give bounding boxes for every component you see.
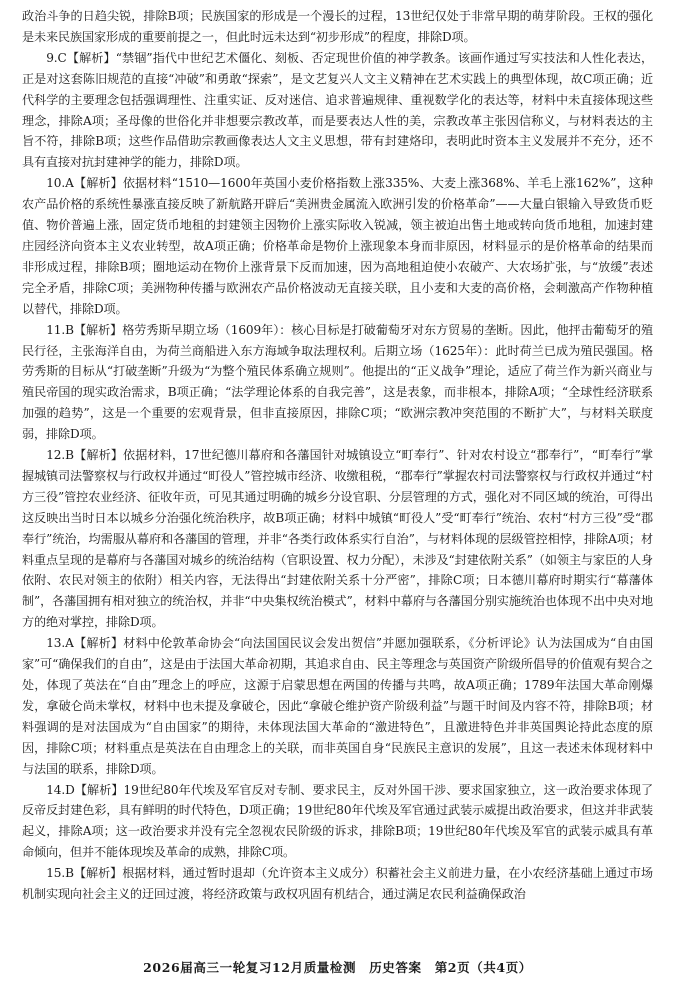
answer-12-paragraph: 12.B【解析】依据材料，17世纪德川幕府和各藩国针对城镇设立“町奉行”、针对农村设立“郡奉行”，“町奉行”掌握城镇司法警察权与行政权并通过“町役人”管控城市经济、收缴租税，“郡奉行”掌握农村司法警察权与行政权并通过“村方三役”管控农业经济、征收年贡，可见其通过明确的城乡分设官职、分层管理的方式，强化对不同区域的统治，可得出这反映出当时日本以城乡分治强化统治秩序，故B项正确；材料中城镇“町役人”受“町奉行”统治、农村“村方三役”受“郡奉行”统治，均需服从幕府和各藩国的管理，并非“各类行政体系实行自治”，与材料体现的层级管控相悖，排除A项；材料重点呈现的是幕府与各藩国对城乡的统治结构（官职设置、权力分配），未涉及“封建依附关系”（如领主与家臣的人身依附、农民对领主的依附）相关内容，无法得出“封建依附关系十分严密”，排除C项；日本德川幕府时期实行“幕藩体制”，各藩国拥有相对独立的统治权，并非“中央集权统治模式”，材料中幕府与各藩国分别实施统治也体现不出中央对地方的绝对掌控，排除D项。: [22, 448, 653, 630]
page-footer: 2026届高三一轮复习12月质量检测 历史答案 第2页（共4页）: [143, 960, 532, 975]
answer-15-paragraph: 15.B【解析】根据材料，通过暂时退却（允许资本主义成分）积蓄社会主义前进力量，在小农经济基础上通过市场机制实现向社会主义的迂回过渡，将经济政策与政权巩固有机结合，通过满足农民利益确保政治: [22, 866, 653, 902]
answer-11-paragraph: 11.B【解析】格劳秀斯早期立场（1609年）：核心目标是打破葡萄牙对东方贸易的垄断。因此，他抨击葡萄牙的殖民行径，主张海洋自由，为荷兰商船进入东方海域争取法理权利。后期立场（1625年）：此时荷兰已成为殖民强国。格劳秀斯的目标从“打破垄断”升级为“为整个殖民体系确立规则”。他提出的“正义战争”理论，适应了荷兰作为新兴商业与殖民帝国的现实政治需求，B项正确；“法学理论体系的自我完善”，这是表象，而非根本，排除A项；“全球性经济联系加强的趋势”，这是一个重要的宏观背景，但非直接原因，排除C项；“欧洲宗教冲突范围的不断扩大”，与材料关联度弱，排除D项。: [22, 322, 653, 442]
answer-9-paragraph: 9.C【解析】“禁锢”指代中世纪艺术僵化、刻板、否定现世价值的神学教条。该画作通过写实技法和人性化表达，正是对这套陈旧规范的直接“冲破”和勇敢“探索”，是文艺复兴人文主义精神在艺术实践上的典型体现，故C项正确；近代科学的主要理念包括强调理性、注重实证、反对迷信、追求普遍规律、重视数学化的表达等，材料中未直接体现这些理念，排除A项；圣母像的世俗化并非想要宗教改革，而是要表达人性的美，宗教改革主张因信称义，与材料表达的主旨不符，排除B项；这些作品借助宗教画像表达人文主义思想，带有封建烙印，表明此时资本主义发展并不充分，还不具有直接对抗封建神学的能力，排除D项。: [22, 50, 653, 170]
answer-14-paragraph: 14.D【解析】19世纪80年代埃及军官反对专制、要求民主，反对外国干涉、要求国家独立，这一政治要求体现了反帝反封建色彩，具有鲜明的时代特色，D项正确；19世纪80年代埃及军官通过武装示威提出政治要求，但这并非武装起义，排除A项；这一政治要求并没有完全忽视农民阶级的诉求，排除B项；19世纪80年代埃及军官的武装示威具有革命倾向，但并不能体现埃及革命的成熟，排除C项。: [22, 782, 653, 860]
paragraph-continuation: 政治斗争的日趋尖锐，排除B项；民族国家的形成是一个漫长的过程，13世纪仅处于非常早期的萌芽阶段。王权的强化是未来民族国家形成的重要前提之一，但此时远未达到“初步形成”的程度，排除D项。: [22, 9, 653, 44]
answer-10-paragraph: 10.A【解析】依据材料“1510—1600年英国小麦价格指数上涨335%、大麦上涨368%、羊毛上涨162%”，这种农产品价格的系统性暴涨直接反映了新航路开辟后“美洲贵金属流入欧洲引发的价格革命”——大量白银输入导致货币贬值、物价普遍上涨，固定货币地租的封建领主因物价上涨实际收入锐减，领主被迫出售土地或转向货币地租，加速封建庄园经济向资本主义农业转型，故A项正确；价格革命是物价上涨现象本身而非原因，材料显示的是价格革命的结果而非形成过程，排除B项；圈地运动在物价上涨背景下反而加速，因为高地租迫使小农破产、大农场扩张，与“放缓”表述完全矛盾，排除C项；美洲物种传播与欧洲农产品价格波动无直接关联，且小麦和大麦的高价格，会刺激高产作物种植以替代，排除D项。: [22, 176, 653, 316]
answer-13-paragraph: 13.A【解析】材料中伦敦革命协会“向法国国民议会发出贺信”并愿加强联系，《分析评论》认为法国成为“自由国家”可“确保我们的自由”，这是由于法国大革命初期，其追求自由、民主等理念与英国资产阶级所倡导的价值观有契合之处，体现了英法在“自由”理念上的呼应，这源于启蒙思想在两国的传播与共鸣，故A项正确；1789年法国大革命刚爆发，拿破仑尚未掌权，材料中也未提及拿破仑，因此“拿破仑维护资产阶级利益”与题干时间及内容不符，排除B项；材料强调的是对法国成为“自由国家”的期待，未体现法国大革命的“激进特色”，且激进特色并非英国舆论持此态度的原因，排除C项；材料重点是英法在自由理念上的关联，而非英国自身“民族民主意识的发展”，且这一表述未体现材料中与法国的联系，排除D项。: [22, 636, 653, 776]
